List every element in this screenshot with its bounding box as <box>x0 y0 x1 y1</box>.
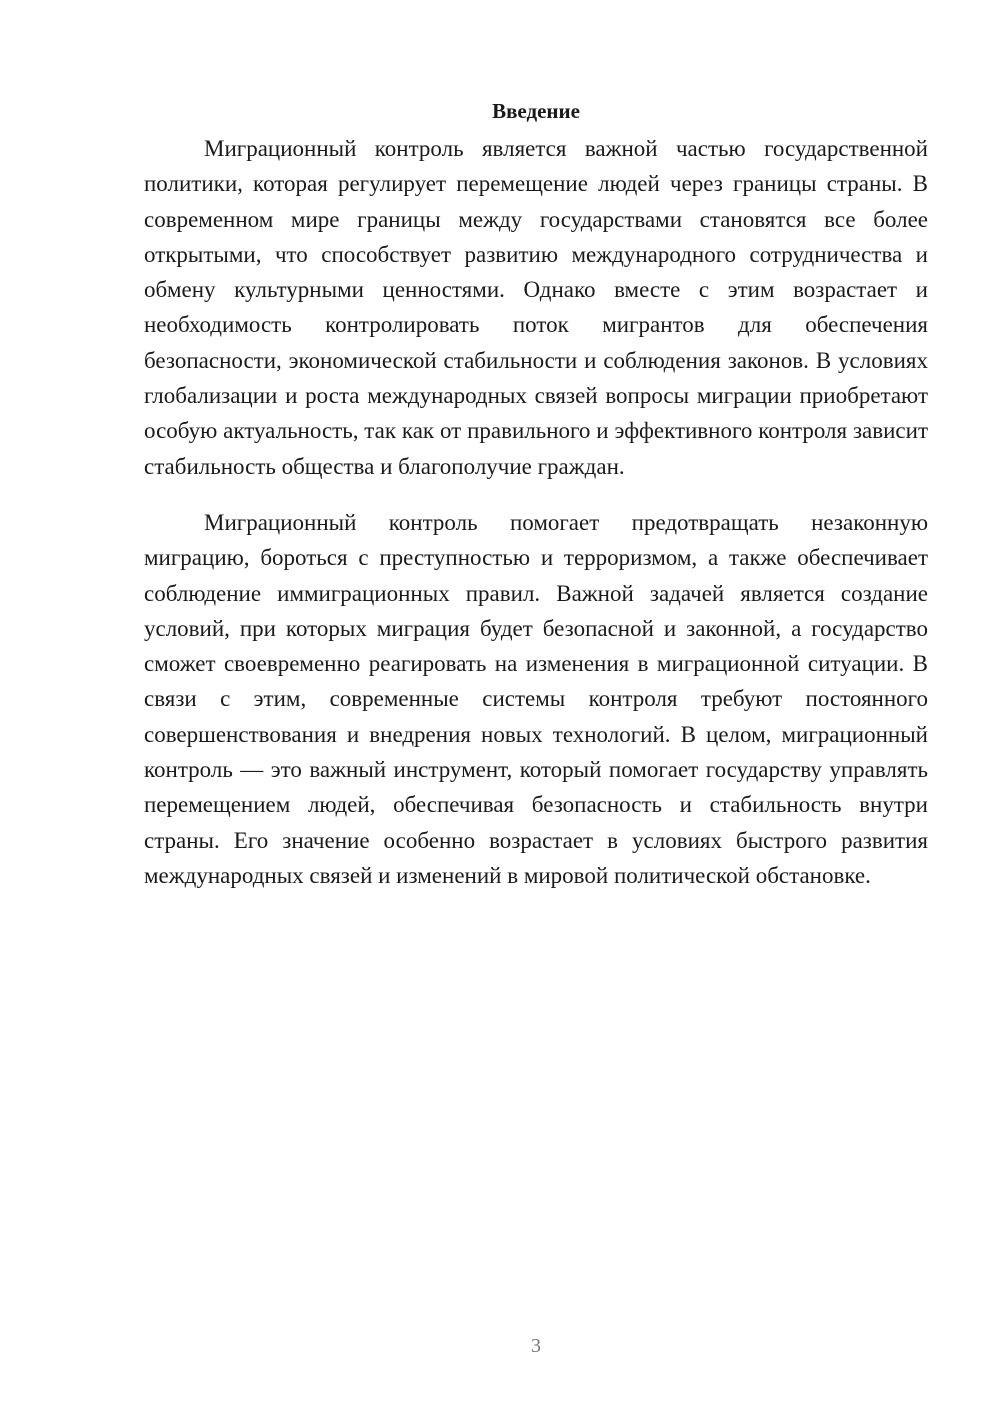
paragraph-purpose: Миграционный контроль помогает предотвращать незаконную миграцию, бороться с преступностью и терроризмом, а также обеспечивает соблюдение иммиграционных правил. Важной задачей является создание условий, при которых миграция будет безопасной и законной, а государство сможет своевременно реагировать на изменения в миграционной ситуации. В связи с этим, современные системы контроля требуют постоянного совершенствования и внедрения новых технологий. В целом, миграционный контроль — это важный инструмент, который помогает государству управлять перемещением людей, обеспечивая безопасность и стабильность внутри страны. Его значение особенно возрастает в условиях быстрого развития международных связей и изменений в мировой политической обстановке. <box>144 509 928 888</box>
page-content <box>144 96 928 893</box>
paragraph-intro: Миграционный контроль является важной частью государственной политики, которая регулирует перемещение людей через границы страны. В современном мире границы между государствами становятся все более открытыми, что способствует развитию международного сотрудничества и обмену культурными ценностями. Однако вместе с этим возрастает и необходимость контролировать поток мигрантов для обеспечения безопасности, экономической стабильности и соблюдения законов. В условиях глобализации и роста международных связей вопросы миграции приобретают особую актуальность, так как от правильного и эффективного контроля зависит стабильность общества и благополучие граждан. <box>144 136 928 479</box>
section-title: Введение <box>492 99 580 123</box>
page-number: 3 <box>531 1335 541 1357</box>
